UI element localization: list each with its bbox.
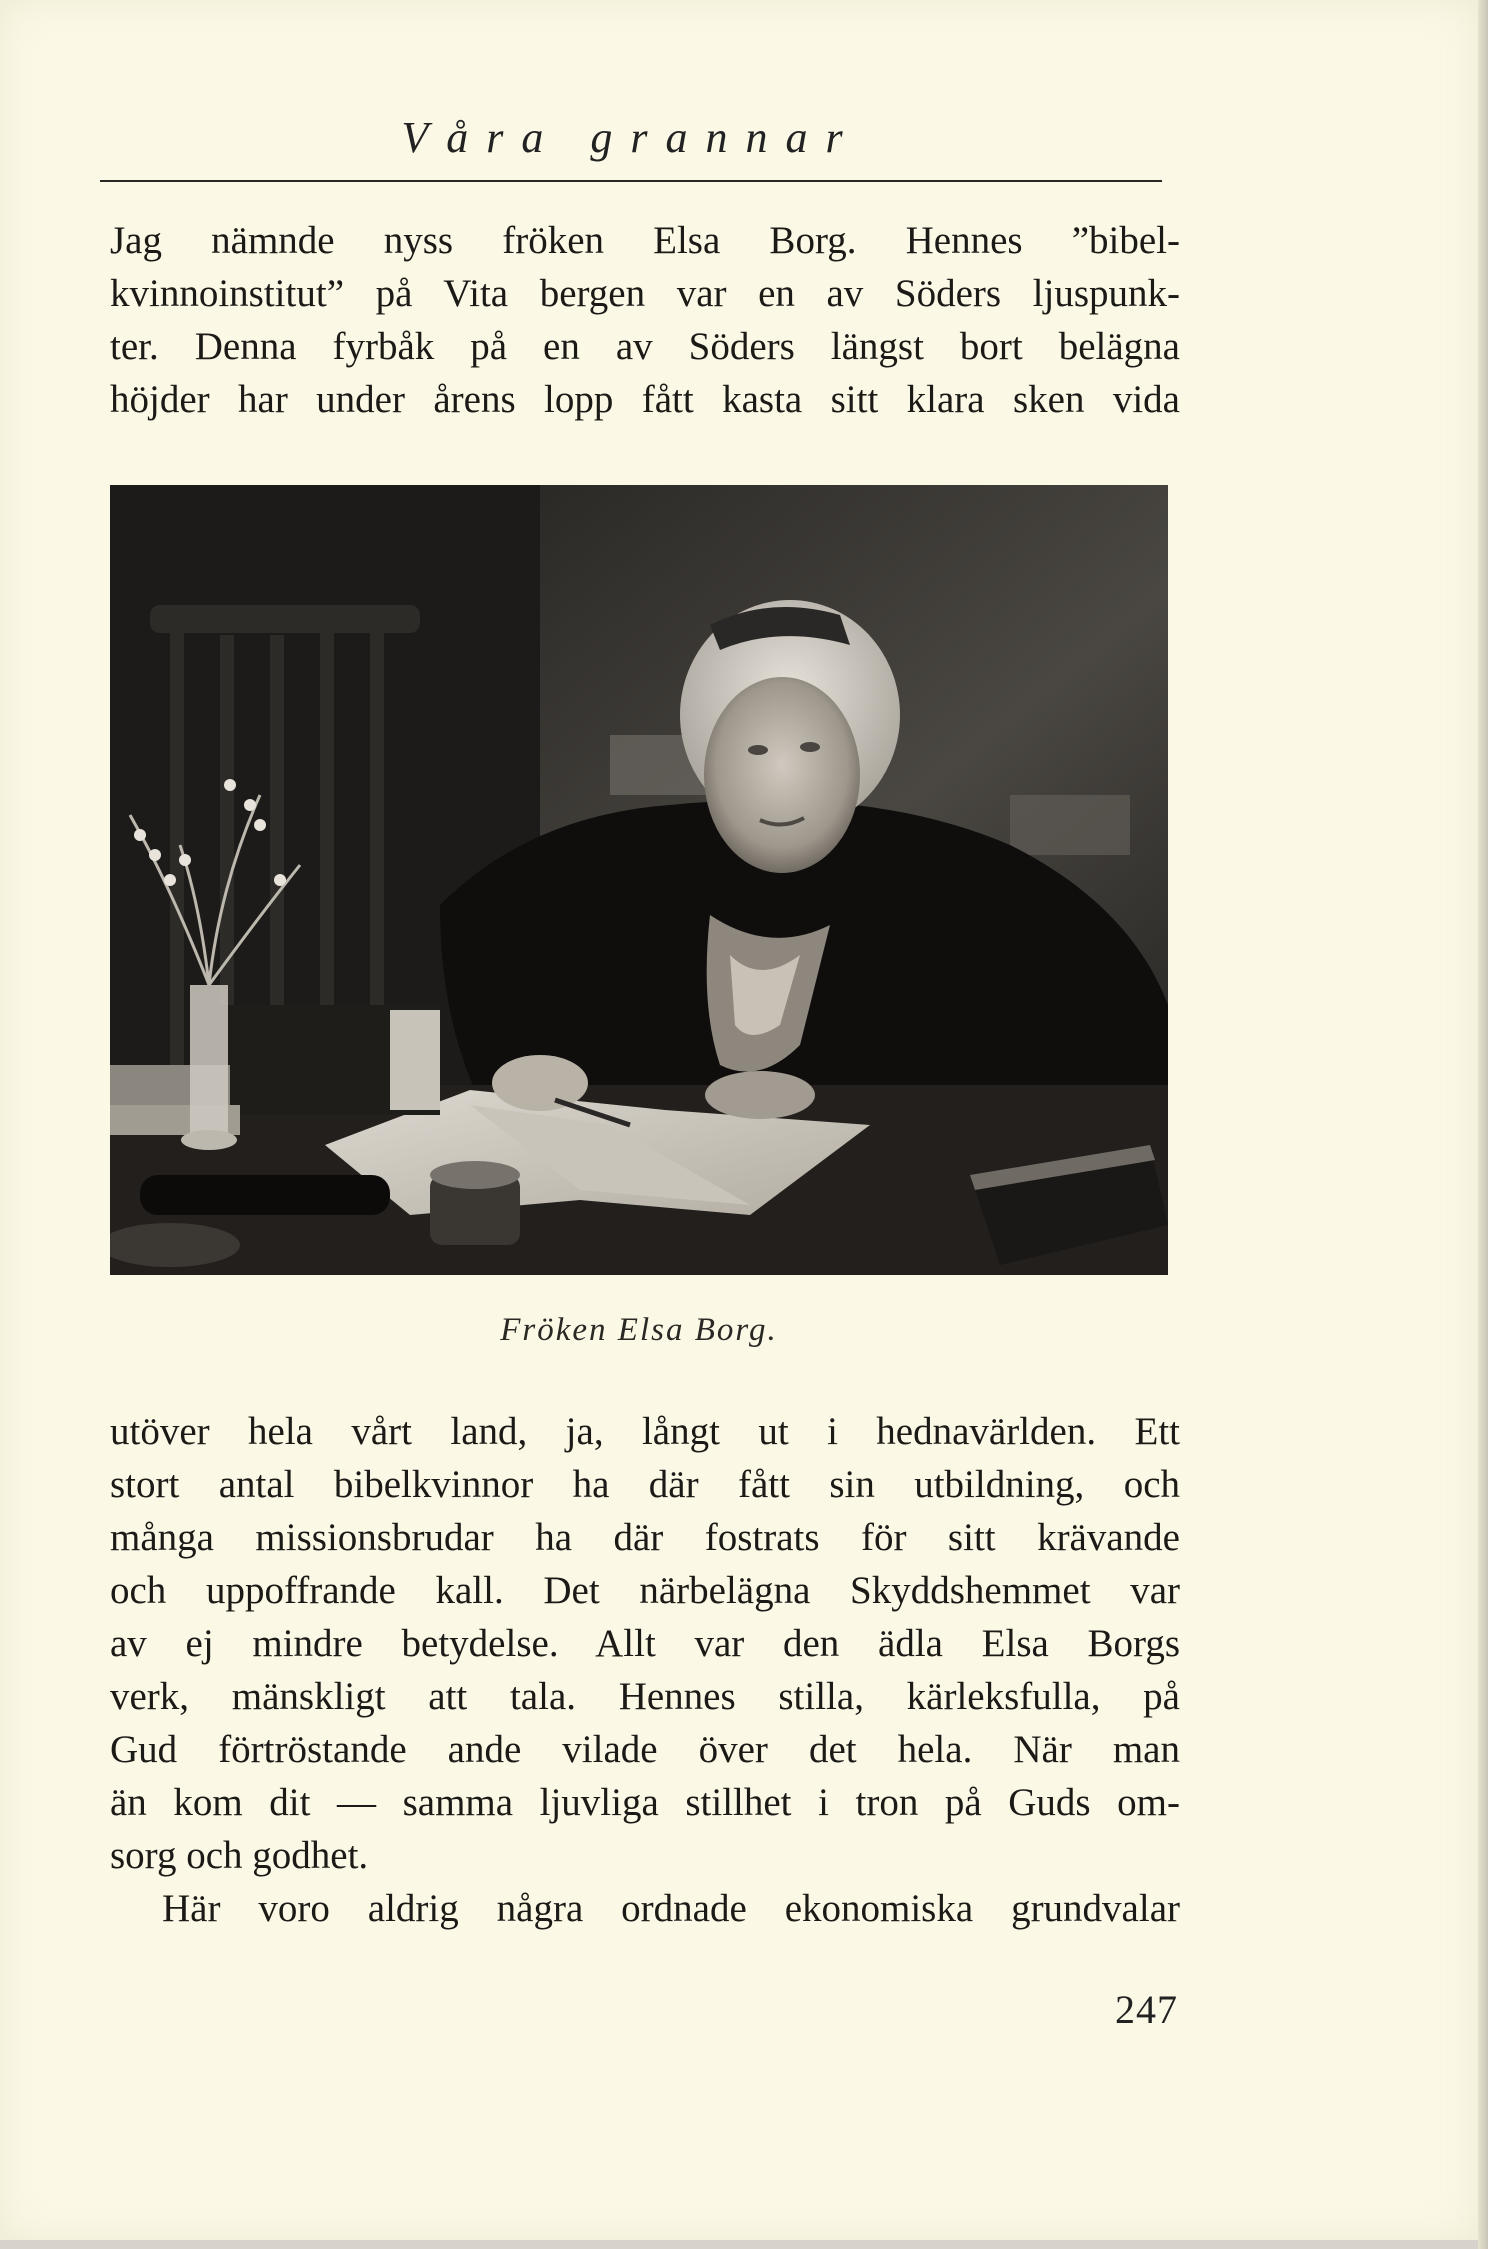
header-rule <box>100 180 1162 182</box>
text-line: sorg och godhet. <box>110 1834 369 1877</box>
page-edge <box>1478 0 1488 2249</box>
running-head: Våra grannar <box>401 113 861 162</box>
text-line: många missionsbrudar ha där fostrats för sitt krävande <box>110 1516 1180 1559</box>
photo-caption: Fröken Elsa Borg. <box>500 1312 778 1348</box>
text-line: än kom dit — samma ljuvliga stillhet i tron på Guds om- <box>110 1781 1180 1824</box>
text-line: höjder har under årens lopp fått kasta sitt klara sken vida <box>110 378 1180 421</box>
text-line: Gud förtröstande ande vilade över det hela. När man <box>110 1728 1180 1771</box>
text-line: Här voro aldrig några ordnade ekonomiska grundvalar <box>162 1887 1180 1930</box>
text-line: ter. Denna fyrbåk på en av Söders längst bort belägna <box>110 325 1180 368</box>
text-line: av ej mindre betydelse. Allt var den ädla Elsa Borgs <box>110 1622 1180 1665</box>
text-line: kvinnoinstitut” på Vita bergen var en av Söders ljuspunk- <box>110 272 1180 315</box>
page-number: 247 <box>1115 1987 1178 2032</box>
top-paragraph <box>110 214 1180 426</box>
bottom-paragraphs <box>110 1405 1180 1935</box>
text-line: utöver hela vårt land, ja, långt ut i hednavärlden. Ett <box>110 1410 1180 1453</box>
text-line: stort antal bibelkvinnor ha där fått sin utbildning, och <box>110 1463 1180 1506</box>
text-line: verk, mänskligt att tala. Hennes stilla, kärleksfulla, på <box>110 1675 1180 1718</box>
text-line: och uppoffrande kall. Det närbelägna Skyddshemmet var <box>110 1569 1180 1612</box>
text-line: Jag nämnde nyss fröken Elsa Borg. Hennes ”bibel- <box>110 219 1180 262</box>
portrait-photograph <box>110 485 1168 1275</box>
